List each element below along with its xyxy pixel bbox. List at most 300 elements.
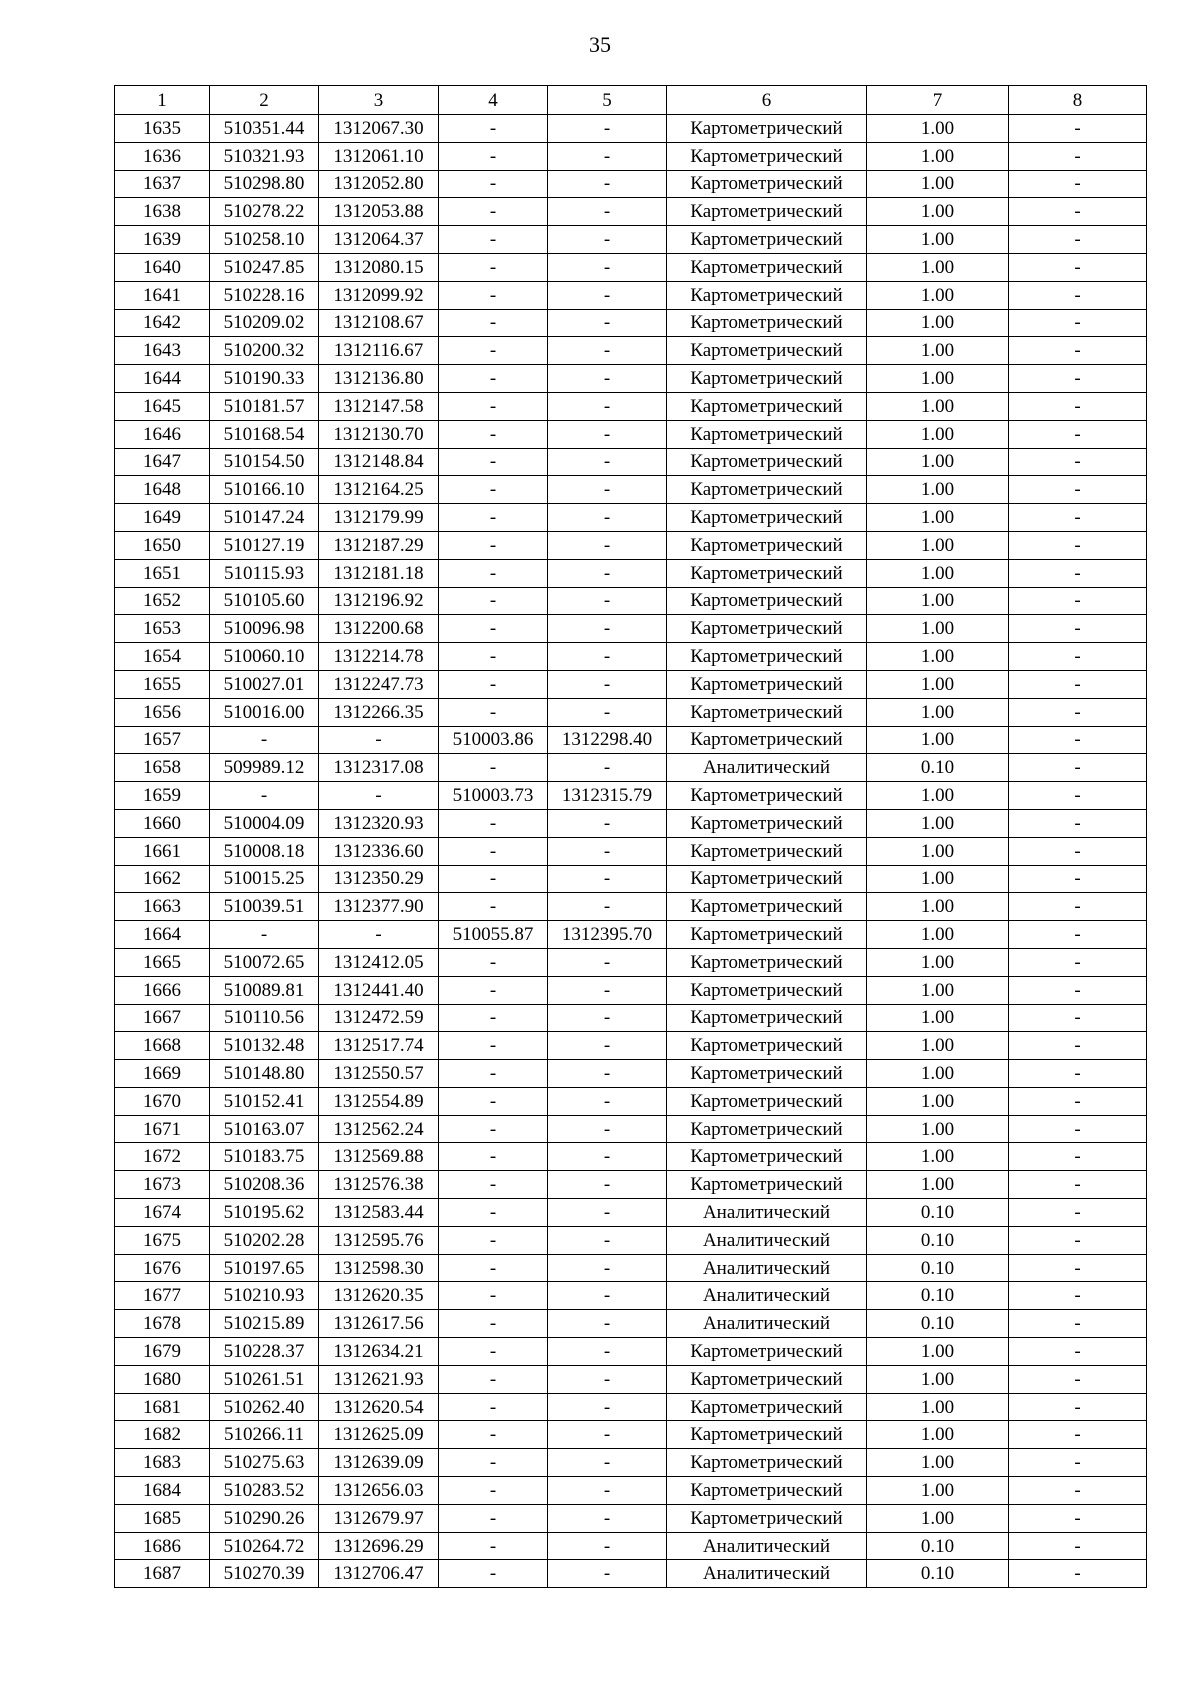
cell-y-existing: 1312320.93	[319, 809, 439, 837]
table-row	[115, 226, 1147, 254]
cell-y-existing: -	[319, 726, 439, 754]
cell-point-number: 1653	[115, 615, 210, 643]
cell-x-new: -	[439, 1032, 548, 1060]
table-row	[115, 809, 1147, 837]
cell-y-existing: 1312620.54	[319, 1393, 439, 1421]
cell-point-number: 1668	[115, 1032, 210, 1060]
cell-x-existing: 510127.19	[210, 531, 319, 559]
cell-description: -	[1009, 1032, 1147, 1060]
cell-method: Картометрический	[667, 1393, 867, 1421]
cell-y-new: -	[548, 1393, 667, 1421]
cell-x-existing: 510060.10	[210, 643, 319, 671]
cell-method: Картометрический	[667, 1087, 867, 1115]
cell-y-existing: 1312067.30	[319, 115, 439, 143]
cell-description: -	[1009, 1504, 1147, 1532]
column-header-description: 8	[1009, 86, 1147, 115]
table-row	[115, 1504, 1147, 1532]
cell-method: Картометрический	[667, 309, 867, 337]
cell-method: Картометрический	[667, 226, 867, 254]
table-row	[115, 1532, 1147, 1560]
table-row	[115, 643, 1147, 671]
cell-description: -	[1009, 365, 1147, 393]
cell-x-existing: 510290.26	[210, 1504, 319, 1532]
column-header-accuracy: 7	[867, 86, 1009, 115]
cell-point-number: 1645	[115, 392, 210, 420]
cell-y-new: -	[548, 1532, 667, 1560]
cell-point-number: 1640	[115, 253, 210, 281]
cell-accuracy: 1.00	[867, 337, 1009, 365]
cell-x-new: -	[439, 226, 548, 254]
cell-accuracy: 1.00	[867, 1115, 1009, 1143]
cell-description: -	[1009, 587, 1147, 615]
cell-x-existing: 510027.01	[210, 670, 319, 698]
cell-x-new: -	[439, 531, 548, 559]
cell-y-existing: 1312554.89	[319, 1087, 439, 1115]
cell-y-new: -	[548, 1560, 667, 1588]
cell-x-new: -	[439, 448, 548, 476]
table-row	[115, 1087, 1147, 1115]
cell-x-existing: 510298.80	[210, 170, 319, 198]
cell-x-existing: 510004.09	[210, 809, 319, 837]
cell-x-new: -	[439, 1504, 548, 1532]
cell-accuracy: 1.00	[867, 531, 1009, 559]
cell-accuracy: 1.00	[867, 782, 1009, 810]
column-header-y-new: 5	[548, 86, 667, 115]
cell-y-new: -	[548, 476, 667, 504]
cell-point-number: 1669	[115, 1060, 210, 1088]
cell-x-new: -	[439, 1421, 548, 1449]
cell-x-existing: 510264.72	[210, 1532, 319, 1560]
cell-accuracy: 1.00	[867, 726, 1009, 754]
cell-y-existing: 1312130.70	[319, 420, 439, 448]
cell-point-number: 1684	[115, 1477, 210, 1505]
cell-method: Картометрический	[667, 948, 867, 976]
cell-y-existing: 1312053.88	[319, 198, 439, 226]
cell-method: Картометрический	[667, 253, 867, 281]
cell-y-new: -	[548, 643, 667, 671]
cell-x-existing: 510154.50	[210, 448, 319, 476]
cell-y-existing: -	[319, 782, 439, 810]
cell-y-existing: 1312569.88	[319, 1143, 439, 1171]
cell-accuracy: 1.00	[867, 170, 1009, 198]
cell-y-new: -	[548, 1087, 667, 1115]
cell-x-existing: 510270.39	[210, 1560, 319, 1588]
cell-method: Аналитический	[667, 1560, 867, 1588]
cell-point-number: 1646	[115, 420, 210, 448]
cell-method: Аналитический	[667, 1532, 867, 1560]
cell-point-number: 1643	[115, 337, 210, 365]
cell-method: Картометрический	[667, 281, 867, 309]
cell-point-number: 1675	[115, 1226, 210, 1254]
cell-x-new: -	[439, 1365, 548, 1393]
cell-y-new: -	[548, 142, 667, 170]
cell-x-new: -	[439, 837, 548, 865]
cell-accuracy: 1.00	[867, 643, 1009, 671]
cell-description: -	[1009, 531, 1147, 559]
cell-x-new: -	[439, 337, 548, 365]
cell-x-new: -	[439, 670, 548, 698]
column-header-x-new: 4	[439, 86, 548, 115]
cell-accuracy: 1.00	[867, 1449, 1009, 1477]
cell-y-existing: 1312214.78	[319, 643, 439, 671]
cell-description: -	[1009, 253, 1147, 281]
table-row	[115, 921, 1147, 949]
cell-y-new: -	[548, 948, 667, 976]
cell-method: Картометрический	[667, 142, 867, 170]
table-header-row	[115, 86, 1147, 115]
cell-y-new: -	[548, 365, 667, 393]
cell-accuracy: 1.00	[867, 1504, 1009, 1532]
cell-y-existing: 1312247.73	[319, 670, 439, 698]
cell-point-number: 1673	[115, 1171, 210, 1199]
cell-x-existing: 510183.75	[210, 1143, 319, 1171]
cell-y-new: -	[548, 253, 667, 281]
cell-point-number: 1647	[115, 448, 210, 476]
table-body	[115, 115, 1147, 1588]
cell-y-new: -	[548, 1254, 667, 1282]
cell-method: Картометрический	[667, 782, 867, 810]
cell-x-new: -	[439, 476, 548, 504]
cell-accuracy: 1.00	[867, 698, 1009, 726]
cell-x-new: -	[439, 809, 548, 837]
cell-point-number: 1678	[115, 1310, 210, 1338]
cell-point-number: 1651	[115, 559, 210, 587]
cell-y-new: -	[548, 1477, 667, 1505]
cell-point-number: 1659	[115, 782, 210, 810]
cell-description: -	[1009, 754, 1147, 782]
cell-y-existing: 1312196.92	[319, 587, 439, 615]
cell-method: Картометрический	[667, 1449, 867, 1477]
column-header-y-existing: 3	[319, 86, 439, 115]
cell-x-existing: 510200.32	[210, 337, 319, 365]
cell-y-existing: -	[319, 921, 439, 949]
cell-y-new: -	[548, 1060, 667, 1088]
table-row	[115, 115, 1147, 143]
table-row	[115, 893, 1147, 921]
page-number: 35	[589, 32, 611, 57]
cell-x-new: -	[439, 170, 548, 198]
table-row	[115, 587, 1147, 615]
cell-description: -	[1009, 198, 1147, 226]
cell-y-existing: 1312061.10	[319, 142, 439, 170]
cell-x-existing: 510262.40	[210, 1393, 319, 1421]
cell-y-existing: 1312634.21	[319, 1338, 439, 1366]
cell-x-existing: 510016.00	[210, 698, 319, 726]
cell-description: -	[1009, 865, 1147, 893]
table-row	[115, 504, 1147, 532]
table-row	[115, 309, 1147, 337]
table-row	[115, 253, 1147, 281]
cell-y-new: -	[548, 1421, 667, 1449]
cell-accuracy: 1.00	[867, 309, 1009, 337]
cell-y-new: -	[548, 559, 667, 587]
cell-y-new: -	[548, 337, 667, 365]
table-row	[115, 1393, 1147, 1421]
cell-description: -	[1009, 1143, 1147, 1171]
cell-x-existing: 510209.02	[210, 309, 319, 337]
cell-x-existing: -	[210, 921, 319, 949]
cell-x-existing: 510278.22	[210, 198, 319, 226]
cell-accuracy: 1.00	[867, 392, 1009, 420]
table-row	[115, 726, 1147, 754]
cell-x-existing: 510181.57	[210, 392, 319, 420]
cell-description: -	[1009, 115, 1147, 143]
cell-description: -	[1009, 142, 1147, 170]
cell-description: -	[1009, 1365, 1147, 1393]
cell-x-new: -	[439, 309, 548, 337]
cell-x-existing: 510261.51	[210, 1365, 319, 1393]
table-row	[115, 392, 1147, 420]
cell-point-number: 1654	[115, 643, 210, 671]
cell-y-existing: 1312562.24	[319, 1115, 439, 1143]
table-row	[115, 1338, 1147, 1366]
table-row	[115, 1004, 1147, 1032]
cell-x-new: -	[439, 1282, 548, 1310]
table-row	[115, 837, 1147, 865]
cell-y-existing: 1312148.84	[319, 448, 439, 476]
cell-point-number: 1660	[115, 809, 210, 837]
cell-method: Аналитический	[667, 1254, 867, 1282]
cell-point-number: 1642	[115, 309, 210, 337]
cell-description: -	[1009, 448, 1147, 476]
table-row	[115, 365, 1147, 393]
table-row	[115, 170, 1147, 198]
cell-x-new: -	[439, 365, 548, 393]
cell-x-new: -	[439, 1143, 548, 1171]
column-header-method: 6	[667, 86, 867, 115]
cell-accuracy: 1.00	[867, 670, 1009, 698]
cell-y-existing: 1312412.05	[319, 948, 439, 976]
cell-accuracy: 1.00	[867, 559, 1009, 587]
table-row	[115, 1477, 1147, 1505]
cell-accuracy: 1.00	[867, 1032, 1009, 1060]
cell-y-existing: 1312617.56	[319, 1310, 439, 1338]
cell-x-new: -	[439, 142, 548, 170]
cell-point-number: 1638	[115, 198, 210, 226]
cell-x-new: -	[439, 1171, 548, 1199]
cell-method: Картометрический	[667, 587, 867, 615]
cell-point-number: 1666	[115, 976, 210, 1004]
cell-x-new: 510055.87	[439, 921, 548, 949]
cell-description: -	[1009, 1171, 1147, 1199]
cell-y-new: -	[548, 837, 667, 865]
cell-y-existing: 1312595.76	[319, 1226, 439, 1254]
cell-method: Картометрический	[667, 615, 867, 643]
cell-method: Картометрический	[667, 504, 867, 532]
cell-y-existing: 1312679.97	[319, 1504, 439, 1532]
cell-point-number: 1648	[115, 476, 210, 504]
cell-accuracy: 1.00	[867, 253, 1009, 281]
cell-x-existing: 510351.44	[210, 115, 319, 143]
cell-x-existing: 510266.11	[210, 1421, 319, 1449]
cell-y-new: -	[548, 1171, 667, 1199]
cell-x-new: -	[439, 698, 548, 726]
cell-x-existing: 510321.93	[210, 142, 319, 170]
cell-point-number: 1687	[115, 1560, 210, 1588]
cell-y-new: -	[548, 587, 667, 615]
cell-accuracy: 1.00	[867, 226, 1009, 254]
cell-accuracy: 1.00	[867, 1421, 1009, 1449]
cell-accuracy: 1.00	[867, 448, 1009, 476]
cell-accuracy: 1.00	[867, 1477, 1009, 1505]
cell-description: -	[1009, 226, 1147, 254]
cell-accuracy: 1.00	[867, 976, 1009, 1004]
table-row	[115, 976, 1147, 1004]
cell-x-new: -	[439, 1532, 548, 1560]
cell-y-new: -	[548, 1226, 667, 1254]
cell-accuracy: 1.00	[867, 809, 1009, 837]
cell-point-number: 1676	[115, 1254, 210, 1282]
cell-x-new: -	[439, 281, 548, 309]
cell-y-new: -	[548, 1282, 667, 1310]
table-row	[115, 1310, 1147, 1338]
table-row	[115, 281, 1147, 309]
cell-method: Картометрический	[667, 726, 867, 754]
cell-description: -	[1009, 1338, 1147, 1366]
cell-y-new: -	[548, 531, 667, 559]
cell-y-new: -	[548, 1310, 667, 1338]
cell-y-new: -	[548, 976, 667, 1004]
cell-x-new: -	[439, 643, 548, 671]
cell-y-existing: 1312136.80	[319, 365, 439, 393]
cell-y-existing: 1312200.68	[319, 615, 439, 643]
table-row	[115, 782, 1147, 810]
cell-x-new: -	[439, 1310, 548, 1338]
table-row	[115, 1115, 1147, 1143]
cell-point-number: 1671	[115, 1115, 210, 1143]
cell-y-new: -	[548, 698, 667, 726]
cell-x-existing: 510163.07	[210, 1115, 319, 1143]
cell-y-existing: 1312620.35	[319, 1282, 439, 1310]
cell-x-new: -	[439, 115, 548, 143]
cell-x-existing: 510110.56	[210, 1004, 319, 1032]
cell-x-existing: 510148.80	[210, 1060, 319, 1088]
cell-y-existing: 1312181.18	[319, 559, 439, 587]
cell-y-existing: 1312080.15	[319, 253, 439, 281]
cell-point-number: 1658	[115, 754, 210, 782]
cell-y-new: 1312315.79	[548, 782, 667, 810]
cell-accuracy: 1.00	[867, 198, 1009, 226]
cell-method: Картометрический	[667, 448, 867, 476]
cell-description: -	[1009, 476, 1147, 504]
cell-accuracy: 1.00	[867, 1087, 1009, 1115]
cell-y-existing: 1312583.44	[319, 1199, 439, 1227]
cell-description: -	[1009, 1532, 1147, 1560]
cell-description: -	[1009, 1199, 1147, 1227]
table-row	[115, 1143, 1147, 1171]
cell-accuracy: 1.00	[867, 837, 1009, 865]
cell-accuracy: 0.10	[867, 1199, 1009, 1227]
cell-x-new: -	[439, 1560, 548, 1588]
cell-accuracy: 1.00	[867, 587, 1009, 615]
cell-point-number: 1672	[115, 1143, 210, 1171]
cell-x-existing: 510015.25	[210, 865, 319, 893]
cell-accuracy: 0.10	[867, 754, 1009, 782]
cell-x-new: -	[439, 976, 548, 1004]
cell-method: Картометрический	[667, 1504, 867, 1532]
cell-y-existing: 1312116.67	[319, 337, 439, 365]
cell-accuracy: 1.00	[867, 1004, 1009, 1032]
cell-x-existing: 510152.41	[210, 1087, 319, 1115]
cell-description: -	[1009, 976, 1147, 1004]
cell-point-number: 1637	[115, 170, 210, 198]
column-header-x-existing: 2	[210, 86, 319, 115]
cell-method: Картометрический	[667, 170, 867, 198]
cell-y-existing: 1312517.74	[319, 1032, 439, 1060]
table-row	[115, 1171, 1147, 1199]
cell-accuracy: 0.10	[867, 1254, 1009, 1282]
cell-point-number: 1636	[115, 142, 210, 170]
cell-method: Картометрический	[667, 115, 867, 143]
cell-description: -	[1009, 948, 1147, 976]
cell-description: -	[1009, 837, 1147, 865]
cell-y-new: -	[548, 1199, 667, 1227]
cell-x-existing: 510275.63	[210, 1449, 319, 1477]
cell-description: -	[1009, 504, 1147, 532]
cell-point-number: 1635	[115, 115, 210, 143]
cell-x-new: -	[439, 420, 548, 448]
table-row	[115, 1282, 1147, 1310]
table-row	[115, 948, 1147, 976]
cell-x-new: -	[439, 865, 548, 893]
cell-method: Аналитический	[667, 1226, 867, 1254]
cell-point-number: 1680	[115, 1365, 210, 1393]
cell-accuracy: 1.00	[867, 420, 1009, 448]
cell-x-existing: 510008.18	[210, 837, 319, 865]
cell-x-existing: 510190.33	[210, 365, 319, 393]
cell-accuracy: 1.00	[867, 1171, 1009, 1199]
cell-method: Картометрический	[667, 893, 867, 921]
cell-y-existing: 1312656.03	[319, 1477, 439, 1505]
cell-x-new: -	[439, 587, 548, 615]
cell-y-existing: 1312164.25	[319, 476, 439, 504]
cell-accuracy: 1.00	[867, 893, 1009, 921]
cell-description: -	[1009, 1115, 1147, 1143]
cell-x-existing: 510168.54	[210, 420, 319, 448]
cell-method: Картометрический	[667, 198, 867, 226]
cell-y-existing: 1312598.30	[319, 1254, 439, 1282]
cell-y-existing: 1312550.57	[319, 1060, 439, 1088]
cell-description: -	[1009, 1060, 1147, 1088]
cell-y-new: -	[548, 1115, 667, 1143]
cell-x-new: -	[439, 893, 548, 921]
table-row	[115, 142, 1147, 170]
cell-accuracy: 1.00	[867, 476, 1009, 504]
cell-description: -	[1009, 1282, 1147, 1310]
table-row	[115, 1449, 1147, 1477]
cell-description: -	[1009, 1226, 1147, 1254]
cell-method: Аналитический	[667, 1310, 867, 1338]
cell-method: Картометрический	[667, 976, 867, 1004]
cell-description: -	[1009, 921, 1147, 949]
cell-description: -	[1009, 1560, 1147, 1588]
cell-method: Картометрический	[667, 531, 867, 559]
cell-y-new: -	[548, 1004, 667, 1032]
cell-y-existing: 1312350.29	[319, 865, 439, 893]
cell-x-new: -	[439, 392, 548, 420]
cell-y-existing: 1312706.47	[319, 1560, 439, 1588]
cell-x-new: 510003.73	[439, 782, 548, 810]
cell-x-existing: 510258.10	[210, 226, 319, 254]
cell-accuracy: 1.00	[867, 142, 1009, 170]
cell-y-new: -	[548, 198, 667, 226]
cell-x-existing: 510166.10	[210, 476, 319, 504]
cell-y-new: -	[548, 670, 667, 698]
cell-accuracy: 1.00	[867, 615, 1009, 643]
table-row	[115, 1032, 1147, 1060]
cell-x-existing: 509989.12	[210, 754, 319, 782]
cell-y-existing: 1312336.60	[319, 837, 439, 865]
